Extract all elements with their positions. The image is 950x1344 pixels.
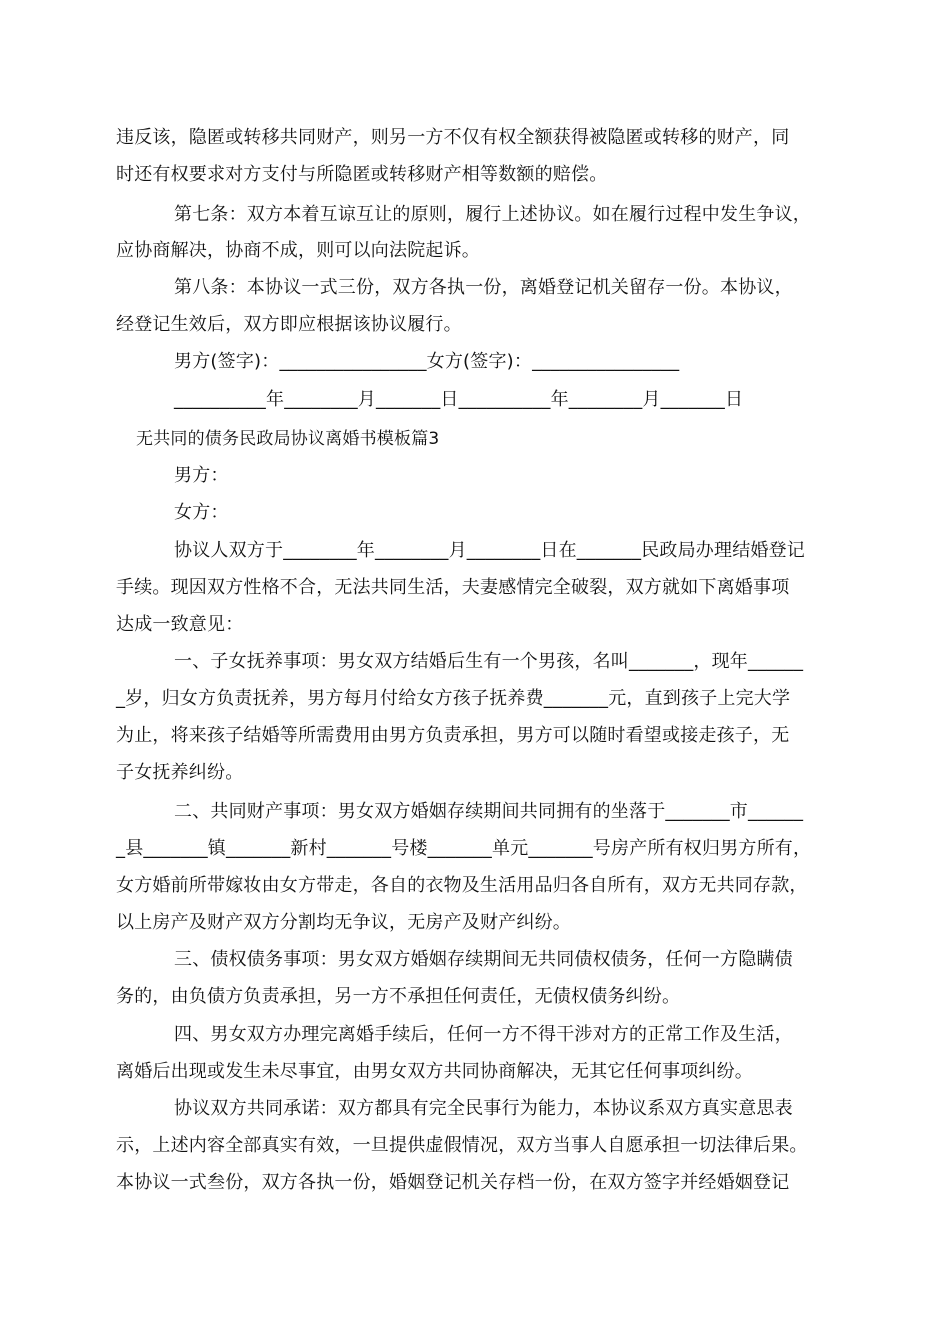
text-line: 女方婚前所带嫁妆由女方带走，各自的衣物及生活用品归各自所有，双方无共同存款， <box>116 875 808 896</box>
text-line: 第七条：双方本着互谅互让的原则，履行上述协议。如在履行过程中发生争议， <box>174 204 811 225</box>
text-line: 经登记生效后，双方即应根据该协议履行。 <box>116 314 462 335</box>
text-line: 第八条：本协议一式三份，双方各执一份，离婚登记机关留存一份。本协议， <box>174 277 793 298</box>
text-line: 应协商解决，协商不成，则可以向法院起诉。 <box>116 240 480 261</box>
text-line: 一、子女抚养事项：男女双方结婚后生有一个男孩，名叫_______，现年______ <box>174 651 804 672</box>
text-line: 子女抚养纠纷。 <box>116 762 244 783</box>
male-party-label: 男方： <box>174 465 229 486</box>
text-line: 三、债权债务事项：男女双方婚姻存续期间无共同债权债务，任何一方隐瞒债 <box>174 949 793 970</box>
date-line: __________年________月_______日__________年________月_______日 <box>174 389 744 410</box>
text-line: 达成一致意见： <box>116 614 244 635</box>
text-line: 违反该，隐匿或转移共同财产，则另一方不仅有权全额获得被隐匿或转移的财产，同 <box>116 127 790 148</box>
text-line: 示，上述内容全部真实有效，一旦提供虚假情况，双方当事人自愿承担一切法律后果。 <box>116 1135 808 1156</box>
text-line: 协议人双方于________年________月________日在_______民政局办理结婚登记 <box>174 540 805 561</box>
text-line: 协议双方共同承诺：双方都具有完全民事行为能力，本协议系双方真实意思表 <box>174 1098 793 1119</box>
text-line: 四、男女双方办理完离婚手续后，任何一方不得干涉对方的正常工作及生活， <box>174 1024 793 1045</box>
text-line: 手续。现因双方性格不合，无法共同生活，夫妻感情完全破裂，双方就如下离婚事项 <box>116 577 790 598</box>
text-line: 离婚后出现或发生未尽事宜，由男女双方共同协商解决，无其它任何事项纠纷。 <box>116 1061 753 1082</box>
section-title: 无共同的债务民政局协议离婚书模板篇3 <box>136 429 440 449</box>
text-line: _岁，归女方负责抚养，男方每月付给女方孩子抚养费_______元，直到孩子上完大学 <box>116 688 791 709</box>
female-party-label: 女方： <box>174 502 229 523</box>
text-line: 务的，由负债方负责承担，另一方不承担任何责任，无债权债务纠纷。 <box>116 986 681 1007</box>
text-line: 为止，将来孩子结婚等所需费用由男方负责承担，男方可以随时看望或接走孩子，无 <box>116 725 790 746</box>
text-line: 本协议一式叁份，双方各执一份，婚姻登记机关存档一份，在双方签字并经婚姻登记 <box>116 1172 790 1193</box>
text-line: 二、共同财产事项：男女双方婚姻存续期间共同拥有的坐落于_______市______ <box>174 801 804 822</box>
text-line: _县_______镇_______新村_______号楼_______单元_______号房产所有权归男方所有， <box>116 838 812 859</box>
text-line: 时还有权要求对方支付与所隐匿或转移财产相等数额的赔偿。 <box>116 164 608 185</box>
signature-line: 男方(签字)：________________女方(签字)：________________ <box>174 351 680 372</box>
text-line: 以上房产及财产双方分割均无争议，无房产及财产纠纷。 <box>116 912 571 933</box>
